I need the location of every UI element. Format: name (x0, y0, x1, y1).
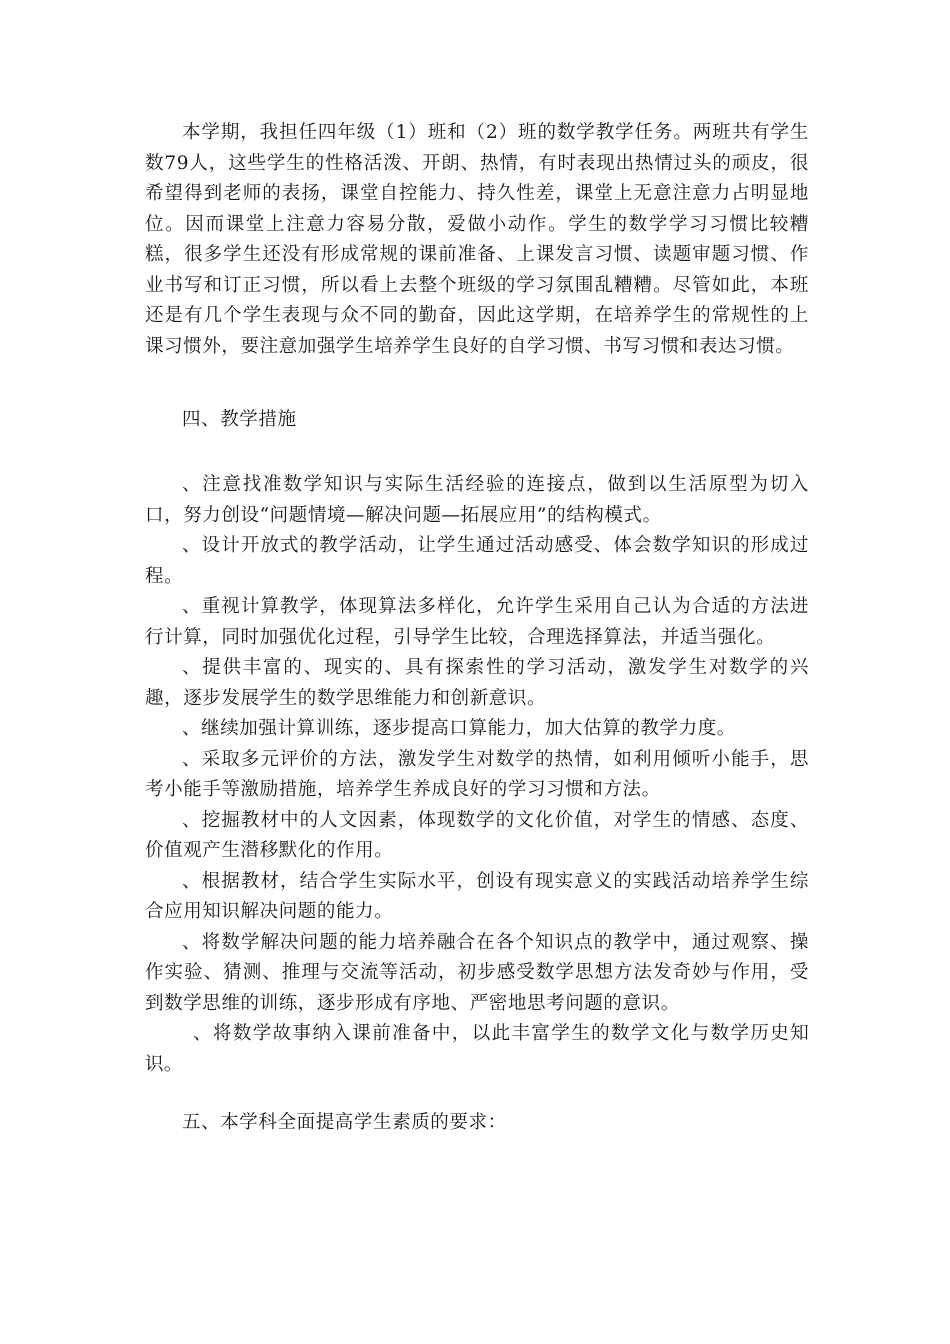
measure-item: 、采取多元评价的方法，激发学生对数学的热情，如利用倾听小能手，思考小能手等激励措施，培养学生养成良好的学习习惯和方法。 (145, 748, 809, 800)
measure-item: 、根据教材，结合学生实际水平，创设有现实意义的实践活动培养学生综合应用知识解决问题的能力。 (145, 870, 809, 922)
measure-item: 、将数学故事纳入课前准备中，以此丰富学生的数学文化与数学历史知识。 (145, 1023, 809, 1075)
intro-section (145, 118, 809, 362)
measure-item: 、挖掘教材中的人文因素，体现数学的文化价值，对学生的情感、态度、价值观产生潜移默化的作用。 (145, 809, 809, 861)
intro-paragraph: 本学期，我担任四年级（1）班和（2）班的数学教学任务。两班共有学生数79人，这些学生的性格活泼、开朗、热情，有时表现出热情过头的顽皮，很希望得到老师的表扬，课堂自控能力、持久性差，课堂上无意注意力占明显地位。因而课堂上注意力容易分散，爱做小动作。学生的数学学习习惯比较糟糕，很多学生还没有形成常规的课前准备、上课发言习惯、读题审题习惯、作业书写和订正习惯，所以看上去整个班级的学习氛围乱糟糟。尽管如此，本班还是有几个学生表现与众不同的勤奋，因此这学期，在培养学生的常规性的上课习惯外，要注意加强学生培养学生良好的自学习惯、书写习惯和表达习惯。 (145, 122, 809, 357)
measure-item: 、设计开放式的教学活动，让学生通过活动感受、体会数学知识的形成过程。 (145, 535, 809, 587)
measure-item: 、将数学解决问题的能力培养融合在各个知识点的教学中，通过观察、操作实验、猜测、推理与交流等活动，初步感受数学思想方法发奇妙与作用，受到数学思维的训练，逐步形成有序地、严密地思考问题的意识。 (145, 931, 809, 1014)
section-five-heading: 五、本学科全面提高学生素质的要求： (182, 1112, 507, 1133)
teaching-measures-list (145, 470, 809, 1080)
measure-item: 、注意找准数学知识与实际生活经验的连接点，做到以生活原型为切入口，努力创设“问题情境—解决问题—拓展应用”的结构模式。 (145, 474, 809, 526)
measure-item: 、重视计算教学，体现算法多样化，允许学生采用自己认为合适的方法进行计算，同时加强优化过程，引导学生比较，合理选择算法，并适当强化。 (145, 596, 809, 648)
section-four-heading: 四、教学措施 (182, 409, 297, 430)
measure-item: 、继续加强计算训练，逐步提高口算能力，加大估算的教学力度。 (182, 718, 736, 739)
measure-item: 、提供丰富的、现实的、具有探索性的学习活动，激发学生对数学的兴趣，逐步发展学生的数学思维能力和创新意识。 (145, 657, 809, 709)
